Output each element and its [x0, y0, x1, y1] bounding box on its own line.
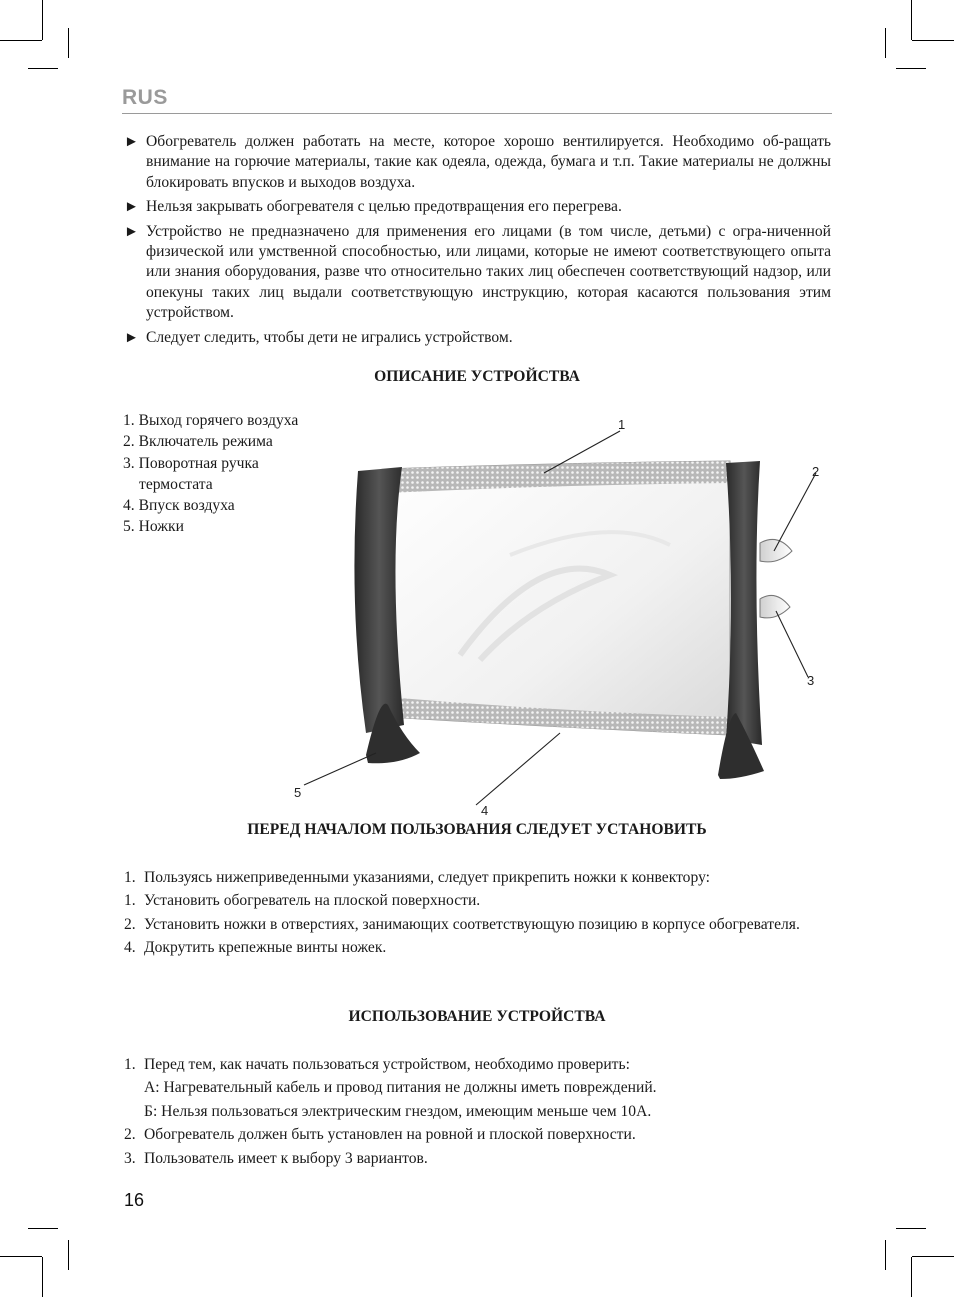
callout-label: 5: [294, 785, 302, 800]
language-label: RUS: [122, 86, 168, 109]
install-heading: ПЕРЕД НАЧАЛОМ ПОЛЬЗОВАНИЯ СЛЕДУЕТ УСТАНОВИТЬ: [247, 821, 707, 838]
crop-mark: [885, 28, 886, 58]
bullet-arrow-icon: ►: [124, 329, 139, 346]
step-text: Докрутить крепежные винты ножек.: [144, 939, 387, 957]
usage-step: [124, 1123, 831, 1146]
usage-steps-list: [124, 1053, 831, 1170]
crop-mark: [896, 68, 926, 69]
crop-mark: [896, 1228, 926, 1229]
step-number: 2.: [124, 1126, 136, 1144]
usage-step: [124, 1053, 831, 1076]
step-text: Перед тем, как начать пользоваться устройством, необходимо проверить:: [144, 1056, 630, 1073]
step-number: 1.: [124, 869, 136, 886]
warning-item: [124, 222, 831, 324]
safety-warnings-list: [124, 132, 831, 352]
install-step: [124, 866, 831, 889]
part-item-continuation: термостата: [139, 475, 213, 493]
usage-substep: Б: Нельзя пользоваться электрическим гнездом, имеющим меньше чем 10А.: [144, 1102, 652, 1120]
crop-mark: [885, 1240, 886, 1270]
warning-text: Обогреватель должен работать на месте, которое хорошо вентилируется. Необходимо об-ращать внимание на горючие материалы, такие как одеяла, одежда, бумага и т.п. Такие материалы не должны блокировать впусков и выходов воздуха.: [146, 133, 831, 191]
bullet-arrow-icon: ►: [124, 199, 139, 216]
callout-label: 3: [807, 673, 815, 688]
usage-heading: ИСПОЛЬЗОВАНИЕ УСТРОЙСТВА: [348, 1008, 606, 1025]
warning-item: [124, 132, 831, 193]
part-item: 3. Поворотная ручка: [123, 454, 259, 472]
heater-illustration: [280, 405, 840, 825]
step-number: 1.: [124, 892, 136, 910]
crop-mark: [68, 28, 69, 58]
part-item: 4. Впуск воздуха: [123, 497, 235, 515]
crop-mark: [28, 68, 58, 69]
crop-mark: [0, 40, 42, 41]
callout-label: 1: [618, 417, 626, 432]
page-number: 16: [124, 1190, 145, 1210]
crop-mark: [28, 1228, 58, 1229]
crop-mark: [42, 0, 43, 40]
step-number: 1.: [124, 1056, 136, 1073]
usage-substep: А: Нагревательный кабель и провод питания не должны иметь повреждений.: [144, 1079, 657, 1097]
heater-right-side: [726, 461, 762, 745]
callout-label: 2: [812, 464, 820, 479]
step-number: 3.: [124, 1149, 136, 1167]
install-step: [124, 889, 831, 912]
bullet-arrow-icon: ►: [124, 134, 139, 150]
step-text: Пользуясь нижеприведенными указаниями, следует прикрепить ножки к конвектору:: [144, 869, 710, 886]
header-rule: [122, 113, 832, 114]
crop-mark: [0, 1256, 42, 1257]
description-heading: ОПИСАНИЕ УСТРОЙСТВА: [374, 368, 580, 385]
usage-step: [124, 1147, 831, 1170]
warning-item: [124, 328, 831, 348]
step-text: Установить ножки в отверстиях, занимающих соответствующую позицию в корпусе обогревателя.: [144, 915, 800, 933]
part-item: 5. Ножки: [123, 518, 184, 536]
parts-list: [123, 410, 298, 538]
crop-mark: [912, 1256, 954, 1257]
bullet-arrow-icon: ►: [124, 223, 139, 240]
warning-text: Следует следить, чтобы дети не игрались устройством.: [146, 328, 513, 346]
crop-mark: [912, 40, 954, 41]
step-text: Обогреватель должен быть установлен на ровной и плоской поверхности.: [144, 1126, 636, 1144]
step-number: 2.: [124, 915, 136, 933]
crop-mark: [911, 0, 912, 40]
step-text: Пользователь имеет к выбору 3 вариантов.: [144, 1149, 428, 1167]
crop-mark: [42, 1257, 43, 1297]
install-step: [124, 913, 831, 936]
part-item: 1. Выход горячего воздуха: [123, 412, 299, 429]
mode-switch-knob: [760, 539, 792, 561]
install-steps-list: [124, 866, 831, 960]
thermostat-knob: [760, 595, 790, 617]
install-step: [124, 936, 831, 959]
warning-item: [124, 197, 831, 217]
part-item: 2. Включатель режима: [123, 433, 273, 451]
crop-mark: [911, 1257, 912, 1297]
heater-diagram: [280, 405, 840, 825]
crop-mark: [68, 1240, 69, 1270]
step-number: 4.: [124, 939, 136, 957]
warning-text: Устройство не предназначено для применения его лицами (в том числе, детьми) с огра-ниченной физической или умственной способностью, или лицами, которые не имеют соответствующего опыта или знания оборудования, разве что относительно таких лиц обеспечен соответствующий надзор, или опекуны таких лиц выдали соответствующую инструкцию, которая касаются пользования этим устройством.: [146, 222, 831, 322]
step-text: Установить обогреватель на плоской поверхности.: [144, 892, 481, 910]
warning-text: Нельзя закрывать обогревателя с целью предотвращения его перегрева.: [146, 198, 622, 216]
callout-label: 4: [481, 803, 489, 818]
